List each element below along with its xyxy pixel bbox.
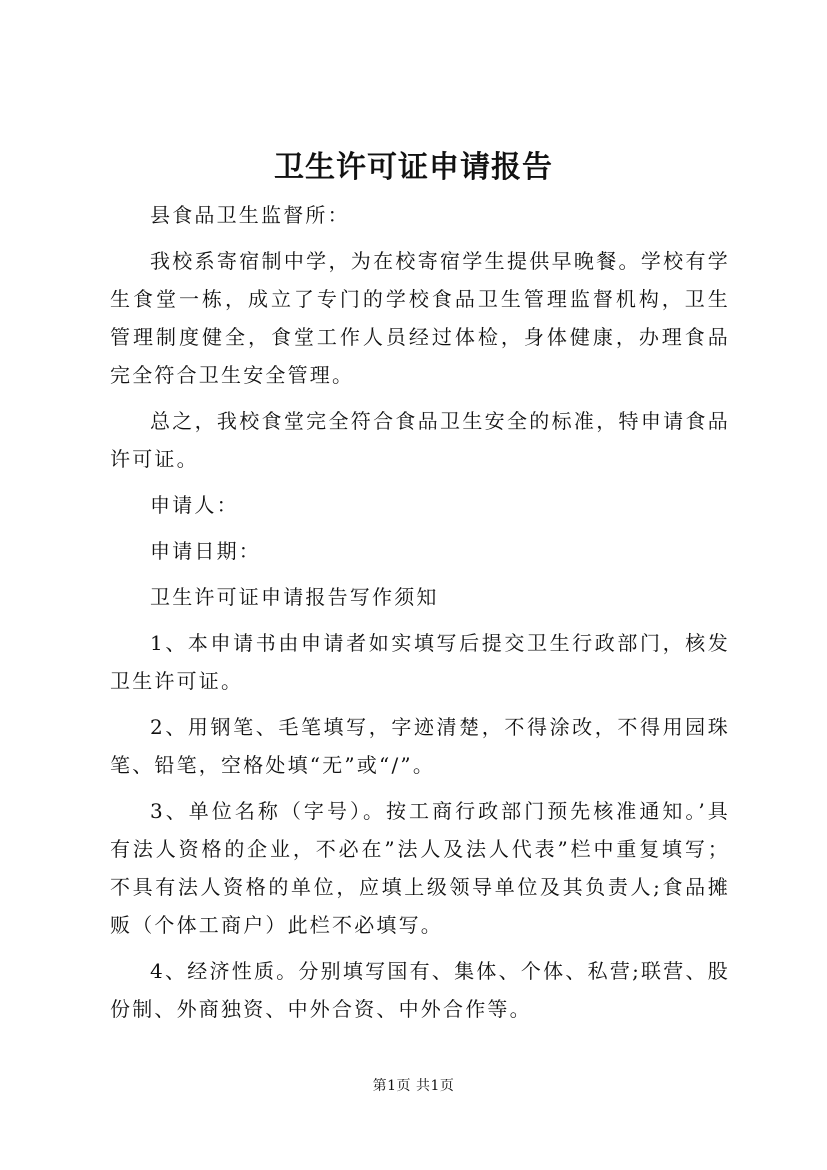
paragraph-applicant: 申请人：: [150, 493, 239, 517]
paragraph-conclusion: 总之，我校食堂完全符合食品卫生安全的标准，特申请食品许可证。: [110, 409, 730, 471]
paragraph-note-2: 2、用钢笔、毛笔填写，字迹清楚，不得涂改，不得用园珠笔、铅笔，空格处填“无”或“/”。: [110, 715, 730, 777]
paragraph-intro: 我校系寄宿制中学，为在校寄宿学生提供早晚餐。学校有学生食堂一栋，成立了专门的学校食品卫生管理监督机构，卫生管理制度健全，食堂工作人员经过体检，身体健康，办理食品完全符合卫生安全管理。: [110, 249, 730, 387]
paragraph-note-3: 3、单位名称（字号）。按工商行政部门预先核准通知。’具有法人资格的企业，不必在”法人及法人代表”栏中重复填写；不具有法人资格的单位，应填上级领导单位及其负责人;食品摊贩（个体工商户）此栏不必填写。: [110, 799, 730, 937]
paragraph-note-1: 1、本申请书由申请者如实填写后提交卫生行政部门，核发卫生许可证。: [110, 631, 730, 693]
document-body: [110, 196, 730, 1028]
paragraph-date: 申请日期：: [150, 539, 261, 563]
document-title: 卫生许可证申请报告: [274, 150, 553, 185]
paragraph-addressee: 县食品卫生监督所：: [150, 203, 350, 227]
page-footer: 第1页 共1页: [372, 1078, 455, 1094]
paragraph-note-4: 4、经济性质。分别填写国有、集体、个体、私营;联营、股份制、外商独资、中外合资、中外合作等。: [110, 959, 730, 1021]
paragraph-notes-heading: 卫生许可证申请报告写作须知: [150, 585, 439, 609]
